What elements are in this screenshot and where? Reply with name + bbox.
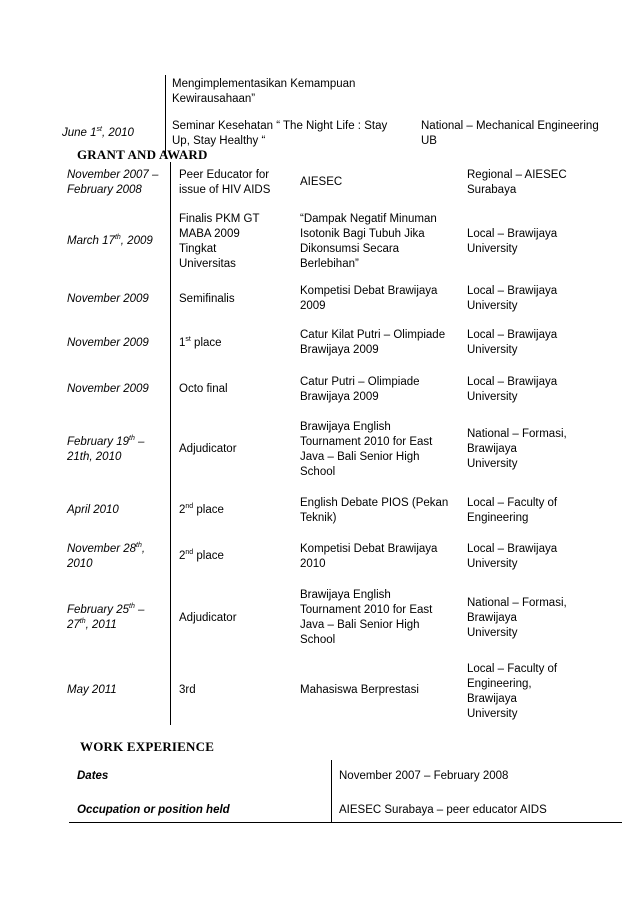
award-event: Mahasiswa Berprestasi bbox=[300, 684, 419, 696]
work-divider bbox=[331, 760, 332, 823]
occupation-label: Occupation or position held bbox=[77, 804, 230, 816]
award-role: Semifinalis bbox=[179, 292, 235, 305]
award-date: February 19th – 21th, 2010 bbox=[67, 434, 145, 463]
work-bottom-rule bbox=[69, 822, 622, 823]
dates-value: November 2007 – February 2008 bbox=[339, 770, 509, 782]
awards-divider bbox=[170, 162, 171, 725]
award-role: 3rd bbox=[179, 684, 196, 696]
award-role: Peer Educator for issue of HIV AIDS bbox=[179, 168, 271, 196]
award-date: November 28th, 2010 bbox=[67, 541, 146, 570]
award-level: Local – Faculty of Engineering bbox=[467, 496, 558, 524]
top-level: National – Mechanical Engineering UB bbox=[421, 120, 599, 147]
top-date: June 1st, 2010 bbox=[62, 126, 134, 139]
award-event: Kompetisi Debat Brawijaya 2010 bbox=[300, 542, 438, 570]
award-level: Local – Brawijaya University bbox=[467, 329, 558, 356]
award-role: 2nd place bbox=[179, 503, 224, 516]
award-level: National – Formasi, Brawijaya University bbox=[467, 596, 567, 639]
award-event: Catur Putri – Olimpiade Brawijaya 2009 bbox=[300, 375, 420, 403]
award-role: Adjudicator bbox=[179, 443, 237, 455]
top-entry-line1: Mengimplementasikan Kemampuan Kewirausahaan” bbox=[172, 78, 356, 105]
award-date: November 2007 – February 2008 bbox=[67, 168, 159, 196]
award-level: National – Formasi, Brawijaya University bbox=[467, 428, 567, 470]
award-date: November 2009 bbox=[67, 383, 149, 395]
award-event: Brawijaya English Tournament 2010 for East Java – Bali Senior High School bbox=[300, 420, 433, 478]
award-date: November 2009 bbox=[67, 292, 149, 305]
award-date: November 2009 bbox=[67, 336, 149, 349]
award-level: Local – Brawijaya University bbox=[467, 542, 558, 570]
award-role: Finalis PKM GT MABA 2009 Tingkat Universitas bbox=[179, 212, 260, 270]
award-level: Local – Brawijaya University bbox=[467, 285, 558, 312]
award-role: Adjudicator bbox=[179, 611, 237, 624]
dates-label: Dates bbox=[77, 770, 109, 782]
top-seminar: Seminar Kesehatan “ The Night Life : Stay Up, Stay Healthy “ bbox=[172, 120, 388, 147]
award-event: English Debate PIOS (Pekan Teknik) bbox=[300, 496, 449, 524]
award-event: Catur Kilat Putri – Olimpiade Brawijaya 2009 bbox=[300, 329, 446, 356]
award-level: Regional – AIESEC Surabaya bbox=[467, 168, 567, 196]
award-level: Local – Brawijaya University bbox=[467, 227, 558, 255]
award-event: Brawijaya English Tournament 2010 for East Java – Bali Senior High School bbox=[300, 589, 433, 646]
award-role: 2nd place bbox=[179, 549, 224, 562]
award-event: Kompetisi Debat Brawijaya 2009 bbox=[300, 285, 438, 312]
award-date: May 2011 bbox=[67, 684, 117, 696]
award-level: Local – Brawijaya University bbox=[467, 375, 558, 403]
award-event: “Dampak Negatif Minuman Isotonik Bagi Tubuh Jika Dikonsumsi Secara Berlebihan” bbox=[300, 212, 437, 270]
occupation-value: AIESEC Surabaya – peer educator AIDS bbox=[339, 804, 547, 816]
award-date: February 25th – 27th, 2011 bbox=[67, 603, 145, 631]
top-divider bbox=[165, 75, 166, 157]
award-event: AIESEC bbox=[300, 176, 343, 188]
award-date: April 2010 bbox=[67, 504, 119, 516]
award-role: Octo final bbox=[179, 383, 228, 395]
award-date: March 17th, 2009 bbox=[67, 234, 153, 247]
work-experience-heading: WORK EXPERIENCE bbox=[80, 739, 215, 754]
award-role: 1st place bbox=[179, 335, 222, 349]
award-level: Local – Faculty of Engineering, Brawijaya University bbox=[467, 663, 558, 720]
grant-award-heading: GRANT AND AWARD bbox=[77, 147, 208, 162]
